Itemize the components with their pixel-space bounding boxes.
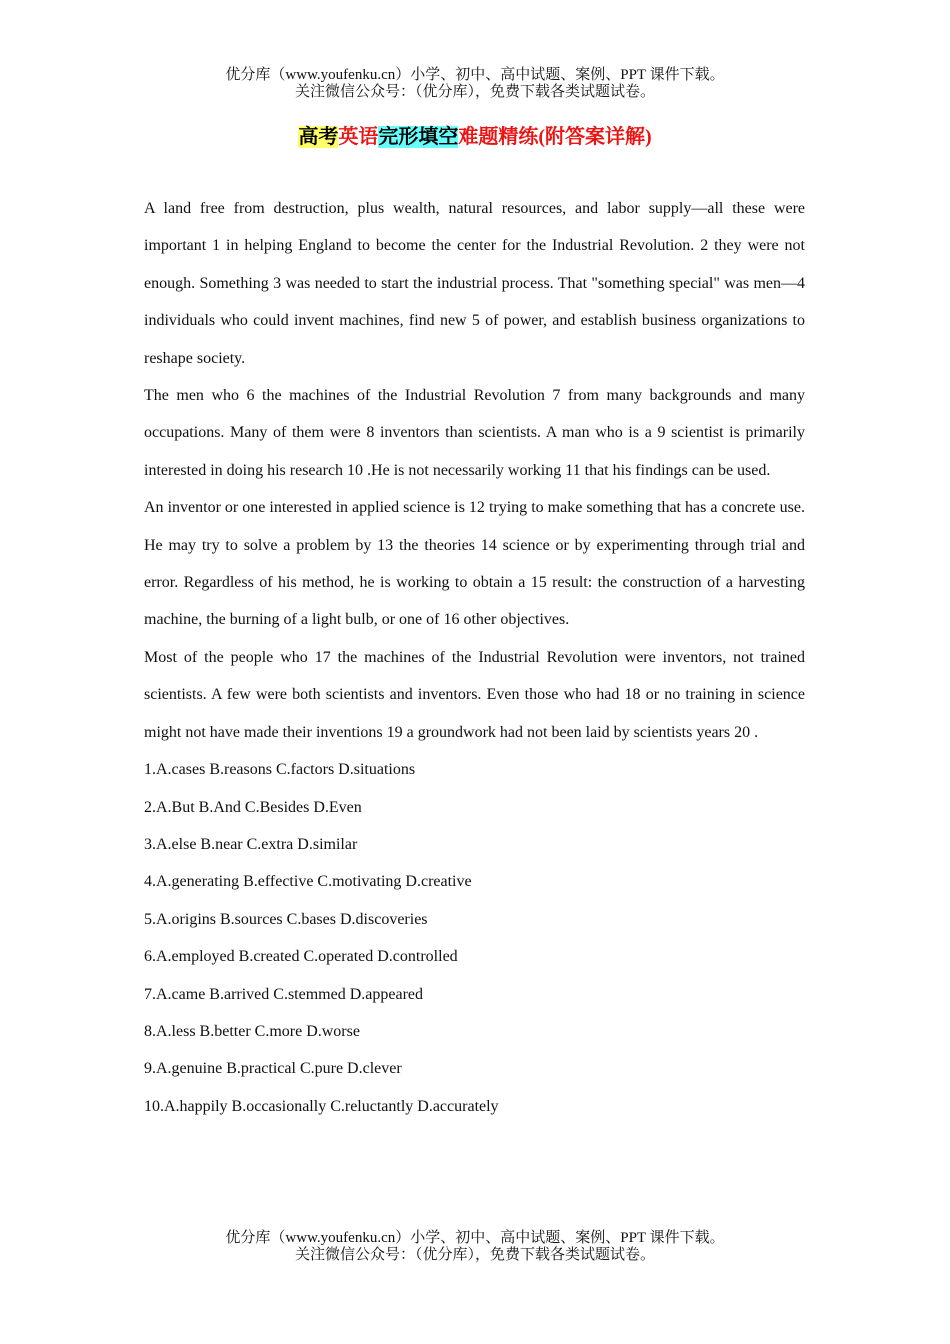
question-option: 3.A.else B.near C.extra D.similar [144,835,358,853]
footer-line-1: 优分库（www.youfenku.cn）小学、初中、高中试题、案例、PPT 课件下载。 [225,1230,725,1246]
question-option: 9.A.genuine B.practical C.pure D.clever [144,1060,402,1078]
question-option: 8.A.less B.better C.more D.worse [144,1022,360,1040]
page-footer [0,1230,950,1264]
header-line-1: 优分库（www.youfenku.cn）小学、初中、高中试题、案例、PPT 课件下载。 [225,67,725,83]
question-option: 4.A.generating B.effective C.motivating D.creative [144,873,472,891]
question-option: 1.A.cases B.reasons C.factors D.situations [144,761,416,779]
question-option: 7.A.came B.arrived C.stemmed D.appeared [144,985,424,1003]
question-option: 2.A.But B.And C.Besides D.Even [144,798,362,816]
question-options-list [144,751,805,1125]
document-body [144,190,805,1125]
title-segment-1: 高考 [298,126,339,148]
passage-paragraph-1: A land free from destruction, plus wealth, natural resources, and labor supply—all these were important 1 in helping England to become the center for the Industrial Revolution. 2 they were not enough. Something 3 was needed to start the industrial process. That "something special" was men—4 individuals who could invent machines, find new 5 of power, and establish business organizations to reshape society. [144,200,805,367]
passage-paragraph-4: Most of the people who 17 the machines of the Industrial Revolution were inventors, not trained scientists. A few were both scientists and inventors. Even those who had 18 or no training in science might not have made their inventions 19 a groundwork had not been laid by scientists years 20 . [144,648,805,741]
header-line-2: 关注微信公众号：（优分库），免费下载各类试题试卷。 [294,84,655,100]
title-segment-4: 难题精练(附答案详解) [458,126,652,148]
question-option: 6.A.employed B.created C.operated D.controlled [144,948,458,966]
page-header [0,67,950,101]
title-segment-2: 英语 [338,126,379,148]
title-segment-3: 完形填空 [378,126,459,148]
passage-paragraph-3: An inventor or one interested in applied science is 12 trying to make something that has a concrete use. He may try to solve a problem by 13 the theories 14 science or by experimenting through trial and error. Regardless of his method, he is working to obtain a 15 result: the construction of a harvesting machine, the burning of a light bulb, or one of 16 other objectives. [144,499,805,629]
question-option: 10.A.happily B.occasionally C.reluctantly D.accurately [144,1097,499,1115]
passage-paragraph-2: The men who 6 the machines of the Industrial Revolution 7 from many backgrounds and many occupations. Many of them were 8 inventors than scientists. A man who is a 9 scientist is primarily interested in doing his research 10 .He is not necessarily working 11 that his findings can be used. [144,387,805,479]
document-title [0,124,950,150]
question-option: 5.A.origins B.sources C.bases D.discoveries [144,910,428,928]
footer-line-2: 关注微信公众号：（优分库），免费下载各类试题试卷。 [294,1247,655,1263]
